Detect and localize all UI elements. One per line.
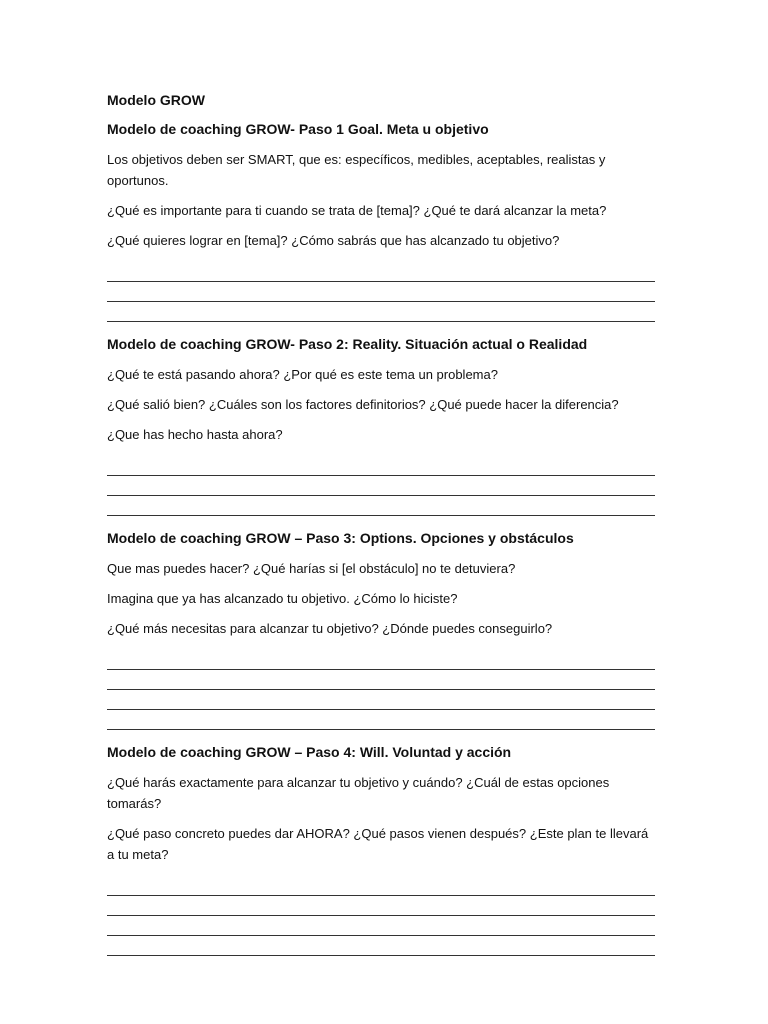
document-title: Modelo GROW bbox=[107, 92, 205, 108]
section-heading: Modelo de coaching GROW- Paso 1 Goal. Meta u objetivo bbox=[107, 121, 489, 137]
section-heading: Modelo de coaching GROW- Paso 2: Reality. Situación actual o Realidad bbox=[107, 336, 588, 352]
answer-line bbox=[107, 670, 655, 690]
document-body bbox=[107, 90, 655, 968]
section-paragraph: ¿Qué harás exactamente para alcanzar tu objetivo y cuándo? ¿Cuál de estas opciones tomarás? bbox=[107, 775, 610, 811]
section-paragraph: Imagina que ya has alcanzado tu objetivo. ¿Cómo lo hiciste? bbox=[107, 591, 458, 606]
answer-line bbox=[107, 710, 655, 730]
section-paragraph: ¿Qué paso concreto puedes dar AHORA? ¿Qué pasos vienen después? ¿Este plan te llevará a tu meta? bbox=[107, 826, 649, 862]
answer-line bbox=[107, 456, 655, 476]
answer-line bbox=[107, 936, 655, 956]
answer-line bbox=[107, 302, 655, 322]
section-paragraph: ¿Qué salió bien? ¿Cuáles son los factores definitorios? ¿Qué puede hacer la diferencia? bbox=[107, 397, 619, 412]
answer-lines bbox=[107, 456, 655, 516]
answer-line bbox=[107, 262, 655, 282]
answer-line bbox=[107, 496, 655, 516]
section-paragraph: ¿Qué quieres lograr en [tema]? ¿Cómo sabrás que has alcanzado tu objetivo? bbox=[107, 233, 560, 248]
section-paragraph: ¿Qué te está pasando ahora? ¿Por qué es este tema un problema? bbox=[107, 367, 498, 382]
section-reality bbox=[107, 334, 655, 516]
section-paragraph: Los objetivos deben ser SMART, que es: específicos, medibles, aceptables, realistas y oportunos. bbox=[107, 152, 606, 188]
answer-line bbox=[107, 690, 655, 710]
section-will bbox=[107, 742, 655, 956]
answer-lines bbox=[107, 262, 655, 322]
answer-line bbox=[107, 282, 655, 302]
answer-line bbox=[107, 476, 655, 496]
section-paragraph: ¿Qué es importante para ti cuando se trata de [tema]? ¿Qué te dará alcanzar la meta? bbox=[107, 203, 607, 218]
section-paragraph: Que mas puedes hacer? ¿Qué harías si [el obstáculo] no te detuviera? bbox=[107, 561, 516, 576]
section-paragraph: ¿Que has hecho hasta ahora? bbox=[107, 427, 283, 442]
section-paragraph: ¿Qué más necesitas para alcanzar tu objetivo? ¿Dónde puedes conseguirlo? bbox=[107, 621, 553, 636]
section-heading: Modelo de coaching GROW – Paso 3: Options. Opciones y obstáculos bbox=[107, 530, 574, 546]
answer-line bbox=[107, 916, 655, 936]
section-heading: Modelo de coaching GROW – Paso 4: Will. Voluntad y acción bbox=[107, 744, 512, 760]
answer-line bbox=[107, 650, 655, 670]
section-goal bbox=[107, 119, 655, 322]
answer-lines bbox=[107, 650, 655, 730]
answer-line bbox=[107, 896, 655, 916]
answer-line bbox=[107, 876, 655, 896]
answer-lines bbox=[107, 876, 655, 956]
section-options bbox=[107, 528, 655, 730]
